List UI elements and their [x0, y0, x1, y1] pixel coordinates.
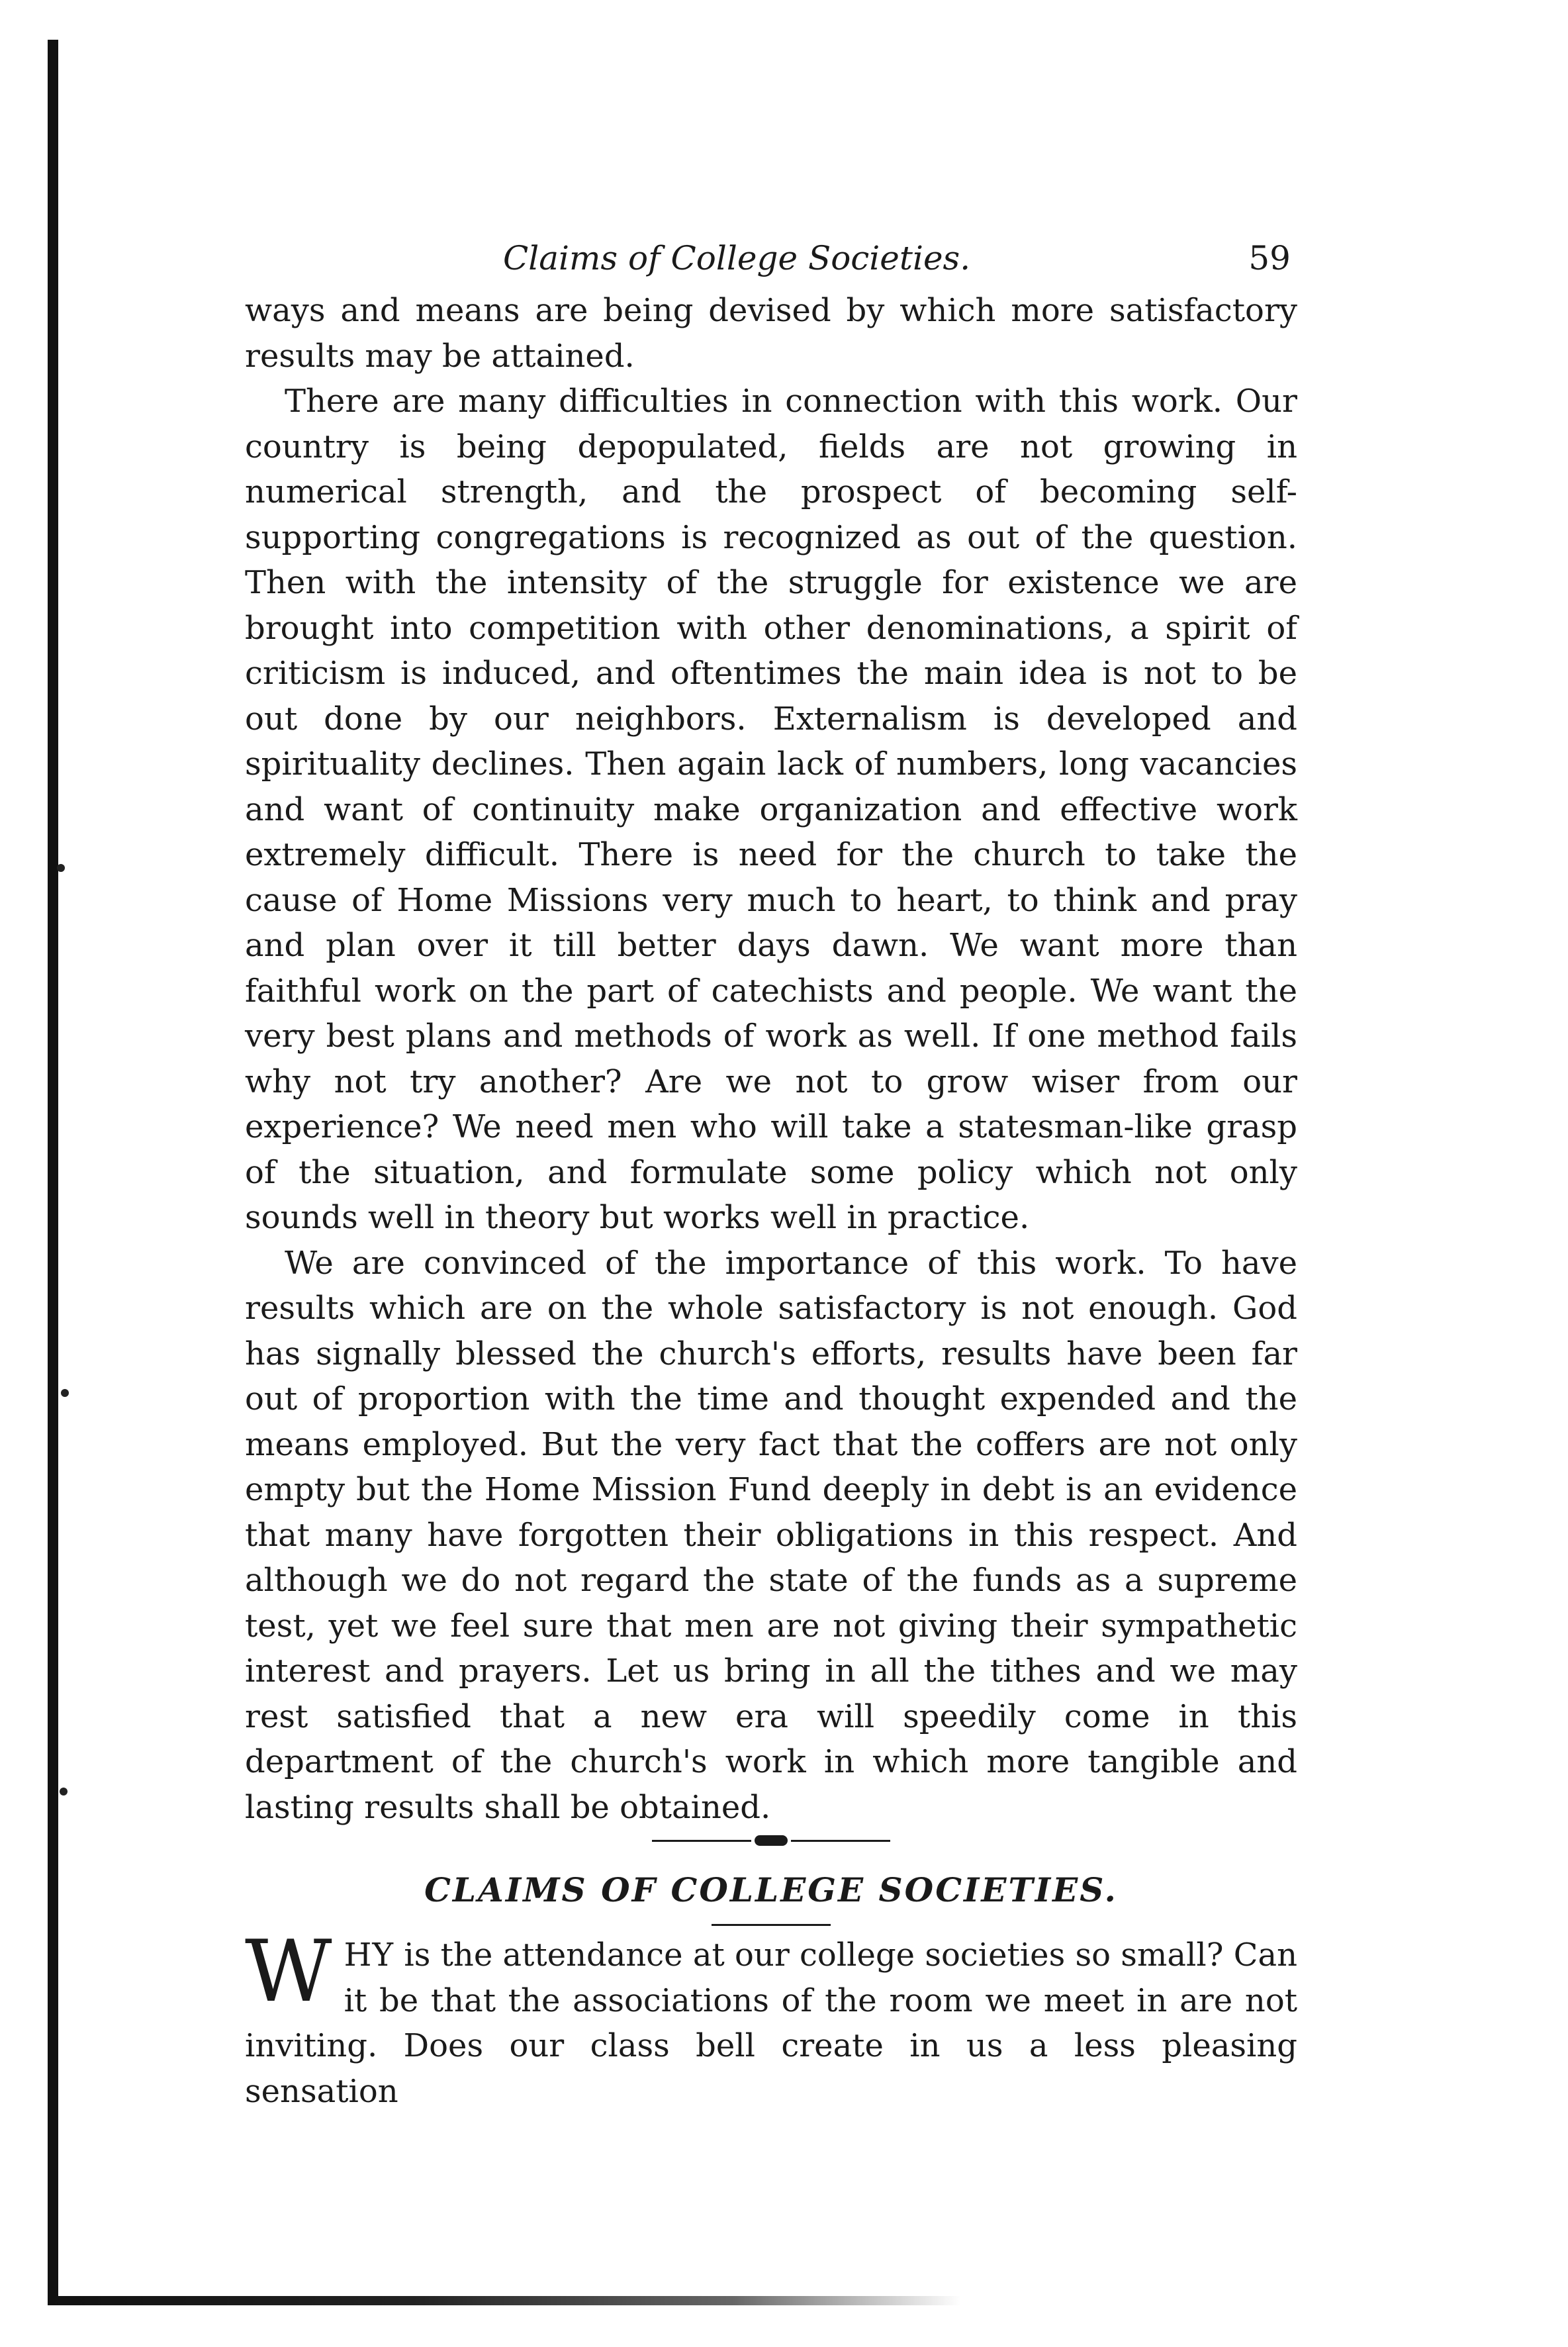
section-heading: CLAIMS OF COLLEGE SOCIETIES.	[424, 1870, 1118, 1909]
margin-speck	[60, 1788, 68, 1796]
running-head	[245, 228, 1297, 288]
drop-cap: W	[245, 1923, 332, 2021]
ornament-line	[791, 1840, 890, 1842]
margin-speck	[61, 1389, 69, 1397]
paragraph-difficulties: There are many difficulties in connection with this work. Our country is being depopulated, fields are not growing in numerical strength, and the prospect of becoming self-supporting congregations is recognized as out of the question. Then with the intensity of the struggle for existence we are brought into competition with other denominations, a spirit of criticism is induced, and oftentimes the main idea is not to be out done by our neighbors. Externalism is developed and spirituality declines. Then again lack of numbers, long vacancies and want of continuity make organization and effective work extremely difficult. There is need for the church to take the cause of Home Missions very much to heart, to think and pray and plan over it till better days dawn. We want more than faithful work on the part of catechists and people. We want the very best plans and methods of work as well. If one method fails why not try another? Are we not to grow wiser from our experience? We need men who will take a statesman-like grasp of the situation, and formulate some policy which not only sounds well in theory but works well in practice.	[245, 383, 1297, 1236]
opening-text: is the attendance at our college societies so small? Can it be that the associations of the room we meet in are not inviting. Does our class bell create in us a less pleasing sensation	[245, 1937, 1297, 2110]
body-text	[245, 288, 1297, 1830]
heading-rule	[712, 1924, 831, 1926]
ornament-line	[652, 1840, 751, 1842]
paragraph-importance: We are convinced of the importance of this work. To have results which are on the whole satisfactory is not enough. God has signally blessed the church's efforts, results have been far out of proportion with the time and thought expended and the means employed. But the very fact that the coffers are not only empty but the Home Mission Fund deeply in debt is an evidence that many have forgotten their obligations in this respect. And although we do not regard the state of the funds as a supreme test, yet we feel sure that men are not giving their sympathetic interest and prayers. Let us bring in all the tithes and we may rest satisfied that a new era will speedily come in this department of the church's work in which more tangible and lasting results shall be obtained.	[245, 1244, 1297, 1826]
paragraph-continuation: ways and means are being devised by which more satisfactory results may be attained.	[245, 292, 1297, 375]
binding-edge	[48, 40, 58, 2304]
book-page	[245, 228, 1297, 2114]
binding-shadow	[48, 2296, 961, 2305]
running-title: Claims of College Societies.	[503, 239, 971, 277]
ornament-knot	[755, 1835, 788, 1846]
section-opening-paragraph	[245, 1923, 1297, 2114]
page-number: 59	[1248, 239, 1291, 277]
section-ornament	[652, 1833, 890, 1848]
margin-speck	[57, 864, 65, 872]
lead-word: HY	[344, 1937, 394, 1974]
